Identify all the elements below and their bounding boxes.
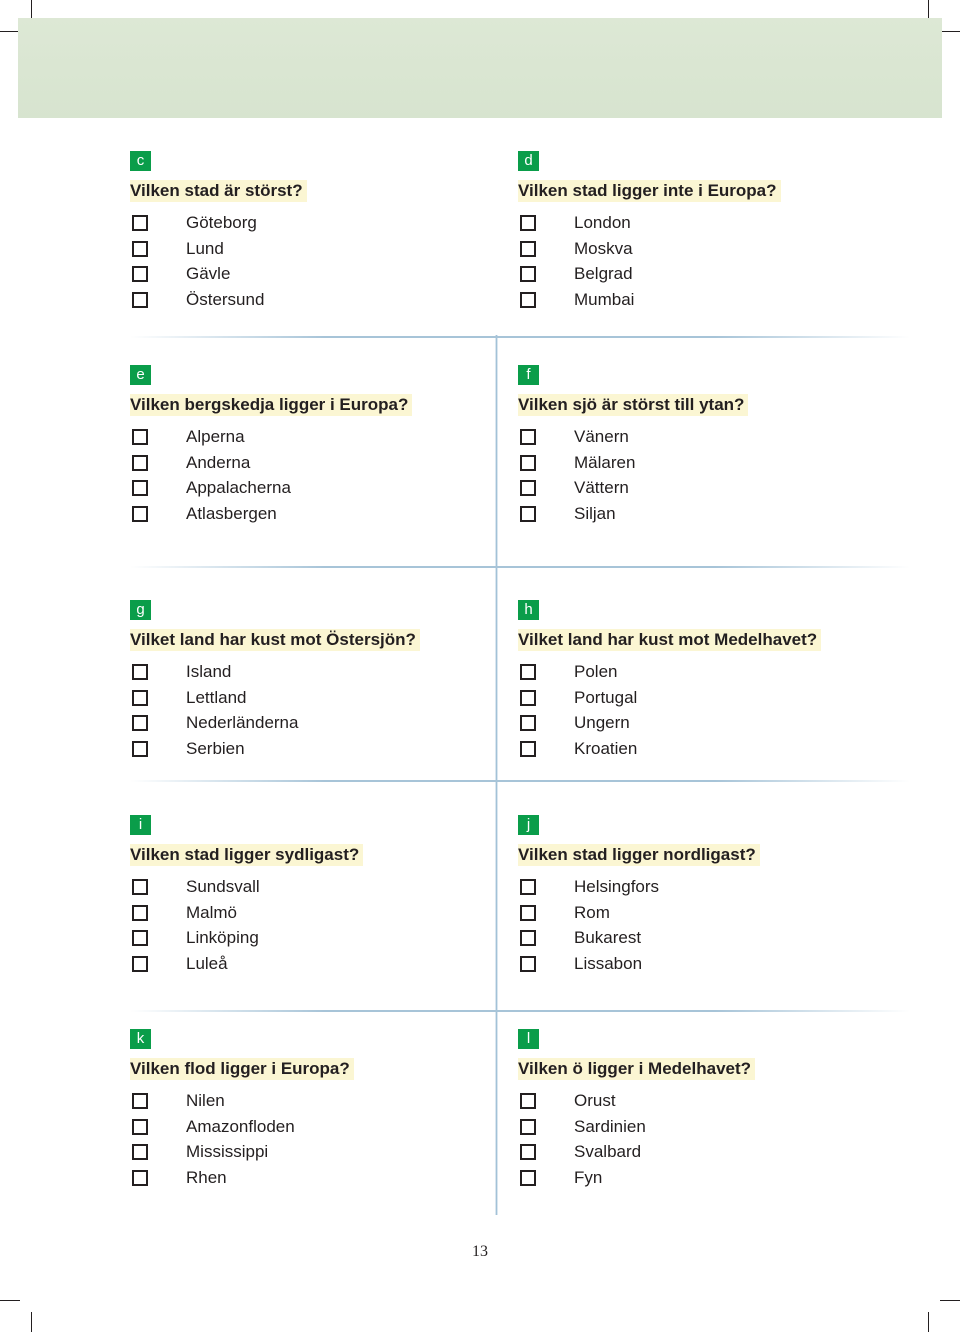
- quiz-question: Vilken stad ligger nordligast?: [518, 844, 760, 866]
- checkbox[interactable]: [132, 1119, 148, 1135]
- option-item[interactable]: [130, 236, 470, 262]
- option-item[interactable]: [518, 287, 858, 313]
- option-item[interactable]: [130, 424, 470, 450]
- header-banner: [18, 18, 942, 118]
- row-divider: [130, 566, 910, 568]
- option-label: Serbien: [186, 738, 245, 758]
- option-label: Mälaren: [574, 452, 636, 472]
- checkbox[interactable]: [132, 1170, 148, 1186]
- checkbox[interactable]: [520, 664, 536, 680]
- option-item[interactable]: [130, 1088, 470, 1114]
- quiz-letter: e: [130, 365, 151, 385]
- option-item[interactable]: [130, 900, 470, 926]
- checkbox[interactable]: [132, 664, 148, 680]
- quiz-question: Vilken stad ligger inte i Europa?: [518, 180, 781, 202]
- quiz-letter: l: [518, 1029, 539, 1049]
- quiz-letter: h: [518, 600, 539, 620]
- checkbox[interactable]: [132, 1093, 148, 1109]
- option-label: Appalacherna: [186, 478, 291, 498]
- checkbox[interactable]: [132, 455, 148, 471]
- option-label: Rom: [574, 902, 610, 922]
- quiz-letter: k: [130, 1029, 151, 1049]
- option-label: Gävle: [186, 264, 231, 284]
- checkbox[interactable]: [132, 741, 148, 757]
- checkbox[interactable]: [132, 241, 148, 257]
- checkbox[interactable]: [520, 879, 536, 895]
- option-label: Sundsvall: [186, 876, 260, 896]
- option-label: Bukarest: [574, 928, 642, 948]
- option-label: Alperna: [186, 426, 245, 446]
- crop-mark: [0, 1300, 20, 1301]
- option-label: Orust: [574, 1090, 616, 1110]
- option-item[interactable]: [518, 685, 858, 711]
- option-label: Luleå: [186, 953, 228, 973]
- option-item[interactable]: [518, 236, 858, 262]
- option-list: [130, 424, 470, 527]
- option-item[interactable]: [518, 874, 858, 900]
- quiz-question: Vilken flod ligger i Europa?: [130, 1058, 354, 1080]
- option-label: Fyn: [574, 1167, 603, 1187]
- checkbox[interactable]: [132, 292, 148, 308]
- option-label: Nederländerna: [186, 713, 299, 733]
- option-item[interactable]: [518, 450, 858, 476]
- crop-mark: [940, 1300, 960, 1301]
- option-item[interactable]: [518, 1088, 858, 1114]
- crop-mark: [940, 31, 960, 32]
- option-item[interactable]: [518, 210, 858, 236]
- option-item[interactable]: [518, 1139, 858, 1165]
- option-label: Svalbard: [574, 1142, 642, 1162]
- checkbox[interactable]: [132, 429, 148, 445]
- option-list: [518, 424, 858, 527]
- option-item[interactable]: [130, 450, 470, 476]
- checkbox[interactable]: [520, 292, 536, 308]
- quiz-question: Vilken sjö är störst till ytan?: [518, 394, 748, 416]
- column-divider: [495, 335, 498, 1215]
- option-label: Linköping: [186, 928, 259, 948]
- option-label: Mumbai: [574, 289, 635, 309]
- option-item[interactable]: [518, 710, 858, 736]
- checkbox[interactable]: [520, 1119, 536, 1135]
- checkbox[interactable]: [520, 1170, 536, 1186]
- checkbox[interactable]: [132, 930, 148, 946]
- checkbox[interactable]: [132, 1144, 148, 1160]
- quiz-g: [130, 600, 470, 762]
- checkbox[interactable]: [520, 429, 536, 445]
- option-item[interactable]: [130, 210, 470, 236]
- option-label: Göteborg: [186, 212, 257, 232]
- option-label: Mississippi: [186, 1142, 269, 1162]
- option-label: Polen: [574, 661, 618, 681]
- option-item[interactable]: [130, 1114, 470, 1140]
- quiz-j: [518, 815, 858, 977]
- row-divider: [130, 336, 910, 338]
- checkbox[interactable]: [520, 215, 536, 231]
- quiz-d: [518, 151, 858, 313]
- option-item[interactable]: [130, 951, 470, 977]
- quiz-i: [130, 815, 470, 977]
- checkbox[interactable]: [520, 741, 536, 757]
- checkbox[interactable]: [132, 905, 148, 921]
- option-label: Moskva: [574, 238, 633, 258]
- option-label: Siljan: [574, 503, 616, 523]
- crop-mark: [0, 31, 20, 32]
- option-item[interactable]: [130, 261, 470, 287]
- option-item[interactable]: [518, 900, 858, 926]
- checkbox[interactable]: [520, 1093, 536, 1109]
- option-item[interactable]: [130, 710, 470, 736]
- quiz-question: Vilken ö ligger i Medelhavet?: [518, 1058, 755, 1080]
- option-item[interactable]: [518, 659, 858, 685]
- option-item[interactable]: [518, 925, 858, 951]
- checkbox[interactable]: [520, 455, 536, 471]
- option-item[interactable]: [518, 424, 858, 450]
- option-list: [130, 210, 470, 313]
- option-item[interactable]: [518, 475, 858, 501]
- option-label: Anderna: [186, 452, 251, 472]
- option-item[interactable]: [518, 736, 858, 762]
- option-item[interactable]: [518, 261, 858, 287]
- quiz-c: [130, 151, 470, 313]
- option-list: [130, 1088, 470, 1191]
- option-label: Vänern: [574, 426, 629, 446]
- option-item[interactable]: [130, 1165, 470, 1191]
- quiz-question: Vilken bergskedja ligger i Europa?: [130, 394, 412, 416]
- option-list: [130, 659, 470, 762]
- option-list: [518, 874, 858, 977]
- quiz-h: [518, 600, 858, 762]
- option-label: Vättern: [574, 478, 629, 498]
- quiz-f: [518, 365, 858, 527]
- option-label: Atlasbergen: [186, 503, 277, 523]
- quiz-letter: d: [518, 151, 539, 171]
- option-label: Amazonfloden: [186, 1116, 295, 1136]
- option-label: Östersund: [186, 289, 265, 309]
- row-divider: [130, 1010, 910, 1012]
- option-item[interactable]: [130, 501, 470, 527]
- checkbox[interactable]: [132, 715, 148, 731]
- option-list: [518, 1088, 858, 1191]
- option-item[interactable]: [518, 1165, 858, 1191]
- crop-mark: [31, 1312, 32, 1332]
- checkbox[interactable]: [520, 905, 536, 921]
- quiz-question: Vilken stad är störst?: [130, 180, 307, 202]
- quiz-l: [518, 1029, 858, 1191]
- option-label: Kroatien: [574, 738, 638, 758]
- option-item[interactable]: [130, 659, 470, 685]
- option-item[interactable]: [518, 501, 858, 527]
- quiz-letter: c: [130, 151, 151, 171]
- checkbox[interactable]: [520, 690, 536, 706]
- option-label: Nilen: [186, 1090, 225, 1110]
- quiz-e: [130, 365, 470, 527]
- option-list: [518, 659, 858, 762]
- option-label: Lissabon: [574, 953, 643, 973]
- checkbox[interactable]: [520, 930, 536, 946]
- option-list: [130, 874, 470, 977]
- checkbox[interactable]: [520, 715, 536, 731]
- quiz-question: Vilken stad ligger sydligast?: [130, 844, 363, 866]
- quiz-letter: j: [518, 815, 539, 835]
- checkbox[interactable]: [520, 956, 536, 972]
- option-list: [518, 210, 858, 313]
- option-label: Ungern: [574, 713, 630, 733]
- row-divider: [130, 780, 910, 782]
- option-item[interactable]: [518, 951, 858, 977]
- page-number: 13: [472, 1243, 488, 1260]
- checkbox[interactable]: [132, 879, 148, 895]
- option-item[interactable]: [130, 925, 470, 951]
- quiz-question: Vilket land har kust mot Medelhavet?: [518, 629, 821, 651]
- option-item[interactable]: [130, 475, 470, 501]
- crop-mark: [31, 0, 32, 20]
- option-label: Sardinien: [574, 1116, 646, 1136]
- option-label: Rhen: [186, 1167, 227, 1187]
- option-label: Belgrad: [574, 264, 633, 284]
- checkbox[interactable]: [132, 266, 148, 282]
- option-item[interactable]: [518, 1114, 858, 1140]
- crop-mark: [928, 1312, 929, 1332]
- option-item[interactable]: [130, 685, 470, 711]
- checkbox[interactable]: [520, 1144, 536, 1160]
- quiz-letter: i: [130, 815, 151, 835]
- checkbox[interactable]: [132, 690, 148, 706]
- option-label: Lund: [186, 238, 224, 258]
- option-item[interactable]: [130, 874, 470, 900]
- checkbox[interactable]: [132, 506, 148, 522]
- option-label: Island: [186, 661, 232, 681]
- checkbox[interactable]: [520, 480, 536, 496]
- quiz-letter: f: [518, 365, 539, 385]
- option-item[interactable]: [130, 736, 470, 762]
- quiz-letter: g: [130, 600, 151, 620]
- checkbox[interactable]: [132, 480, 148, 496]
- option-label: Lettland: [186, 687, 247, 707]
- option-label: Malmö: [186, 902, 238, 922]
- checkbox[interactable]: [132, 956, 148, 972]
- option-item[interactable]: [130, 1139, 470, 1165]
- option-label: London: [574, 212, 631, 232]
- option-label: Helsingfors: [574, 876, 660, 896]
- checkbox[interactable]: [520, 266, 536, 282]
- option-item[interactable]: [130, 287, 470, 313]
- option-label: Portugal: [574, 687, 638, 707]
- quiz-question: Vilket land har kust mot Östersjön?: [130, 629, 420, 651]
- checkbox[interactable]: [132, 215, 148, 231]
- quiz-k: [130, 1029, 470, 1191]
- crop-mark: [928, 0, 929, 20]
- checkbox[interactable]: [520, 241, 536, 257]
- checkbox[interactable]: [520, 506, 536, 522]
